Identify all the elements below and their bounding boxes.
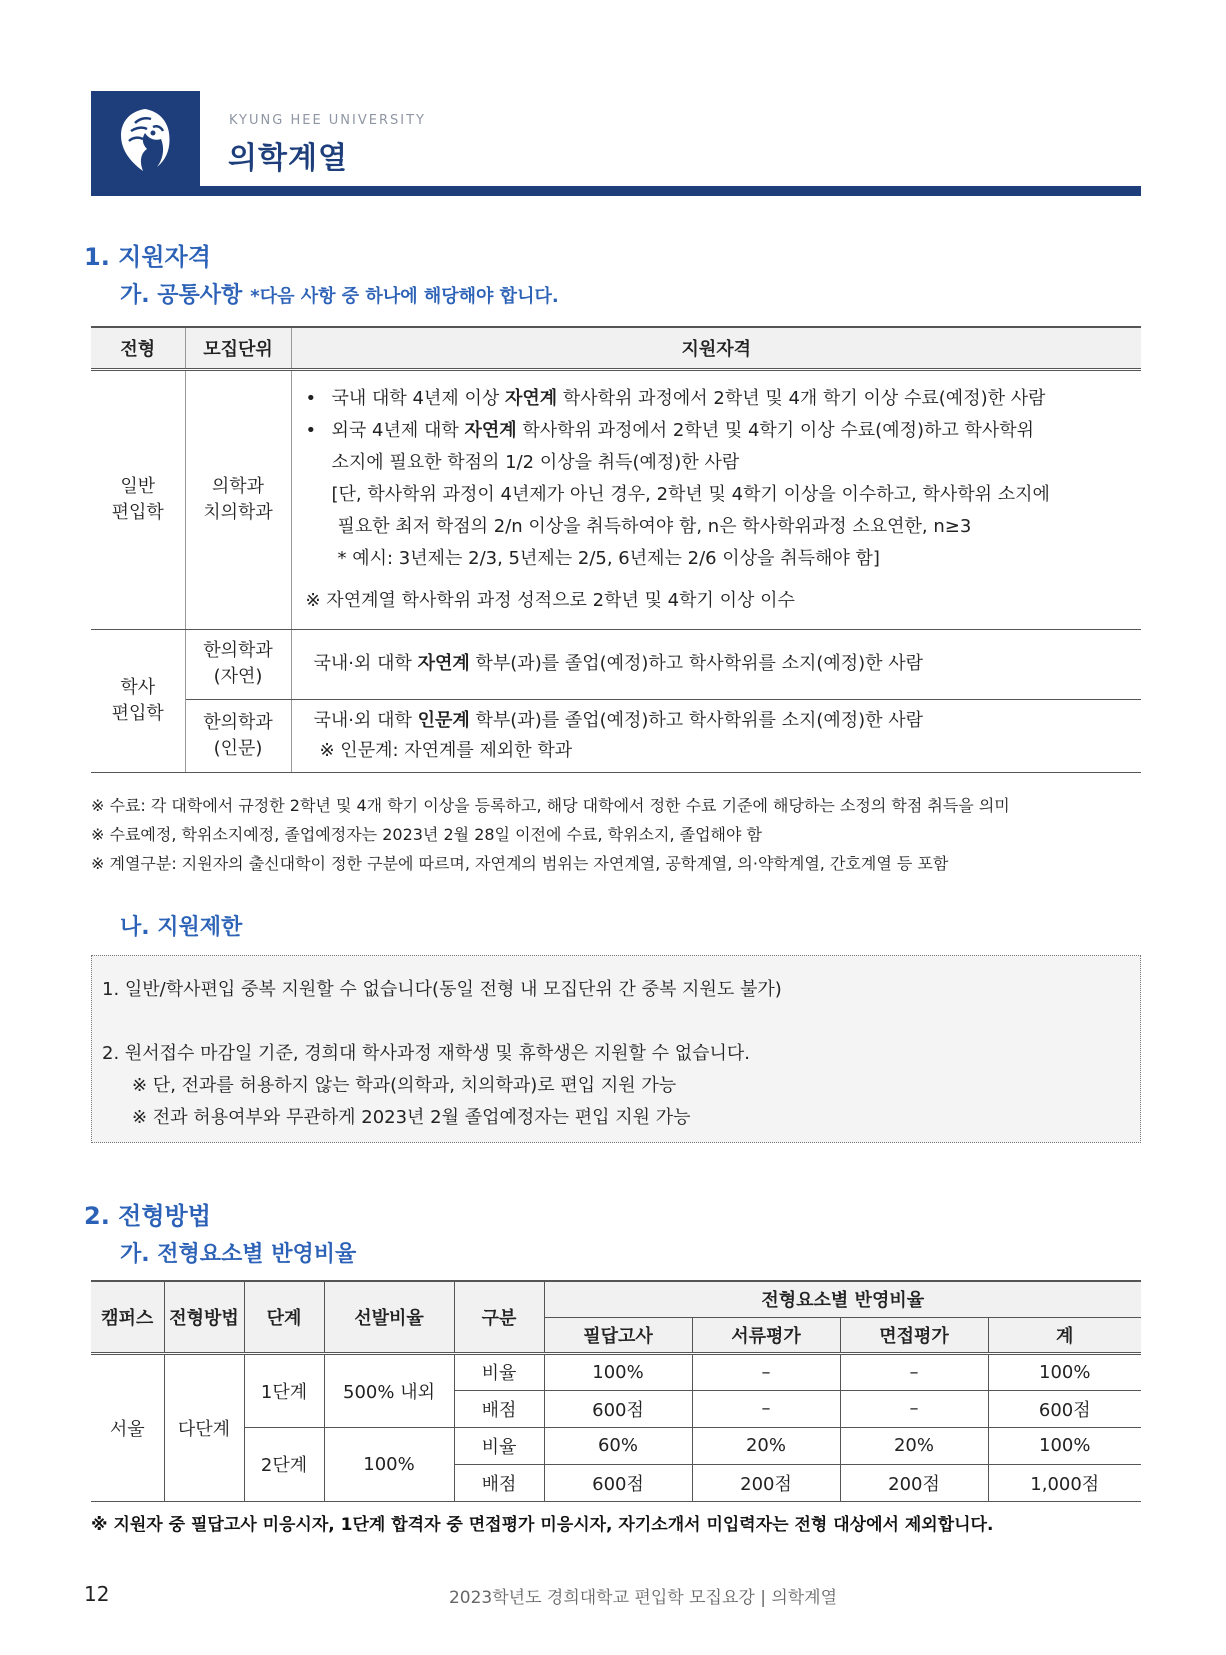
method-cell: 다단계 [164,1353,244,1501]
doc-cell: – [692,1353,840,1390]
page-number: 12 [84,1582,110,1606]
doc-cell: 200점 [692,1464,840,1501]
table-row-bachelor-2 [91,699,1141,772]
col-header-total: 계 [988,1317,1141,1353]
section2-title: 2. 전형방법 [84,1202,211,1230]
total-cell: 1,000점 [988,1464,1141,1501]
stage-cell: 2단계 [244,1427,324,1501]
written-cell: 60% [544,1427,692,1464]
table-row-bachelor-1 [91,629,1141,699]
text: 학사학위 과정에서 2학년 및 4학기 이상 수료(예정)하고 학사학위 [516,419,1035,441]
unit-bachelor-humanities [185,699,291,772]
interview-cell: – [840,1353,988,1390]
text: 외국 4년제 대학 [331,419,465,441]
lion-emblem-icon [113,105,177,175]
text: 국내 대학 4년제 이상 [331,387,505,409]
university-logo [91,91,200,190]
eligibility-general [291,369,1141,629]
eligibility-table [91,326,1141,773]
text: 국내·외 대학 [313,653,418,674]
restriction-item: 2. 원서접수 마감일 기준, 경희대 학사과정 재학생 및 휴학생은 지원할 수 없습니다. [102,1043,750,1064]
kind-cell: 비율 [454,1353,544,1390]
restriction-item: 1. 일반/학사편입 중복 지원할 수 없습니다(동일 전형 내 모집단위 간 중복 지원도 불가) [102,979,782,1000]
unit-bachelor-science [185,629,291,699]
type-line: 편입학 [111,702,164,724]
section2-sub-a: 가. 전형요소별 반영비율 [120,1242,357,1267]
unit-line: (인문) [213,737,263,759]
written-cell: 600점 [544,1390,692,1427]
section1-sub-b: 나. 지원제한 [120,915,243,940]
sub-a-note: *다음 사항 중 하나에 해당해야 합니다. [250,286,559,307]
type-line: 편입학 [111,501,164,523]
campus-cell: 서울 [91,1353,164,1501]
table-row-general [91,369,1141,629]
list-item-cont: * 예시: 3년제는 2/3, 5년제는 2/5, 6년제는 2/6 이상을 취득해야 함] [337,547,880,569]
restriction-sub-item: ※ 단, 전과를 허용하지 않는 학과(의학과, 치의학과)로 편입 지원 가능 [132,1075,677,1096]
table-header-row [91,327,1141,369]
table-row [91,1353,1141,1390]
text-bold: 자연계 [464,419,517,441]
col-header-unit: 모집단위 [185,327,291,369]
note-line: ※ 계열구분: 지원자의 출신대학이 정한 구분에 따르며, 자연계의 범위는 자연계열, 공학계열, 의·약학계열, 간호계열 등 포함 [91,854,949,873]
col-header-written: 필답고사 [544,1317,692,1353]
interview-cell: 20% [840,1427,988,1464]
section1-sub-a [120,278,559,309]
header-bar [91,186,1141,196]
text: ※ 인문계: 자연계를 제외한 학과 [319,739,573,761]
list-item-cont: [단, 학사학위 과정이 4년제가 아닌 경우, 2학년 및 4학기 이상을 이수하고, 학사학위 소지에 [331,483,1050,505]
list-item [302,383,1142,415]
exclusion-note: ※ 지원자 중 필답고사 미응시자, 1단계 합격자 중 면접평가 미응시자, 자기소개서 미입력자는 전형 대상에서 제외합니다. [91,1515,994,1535]
reference-note: ※ 자연계열 학사학위 과정 성적으로 2학년 및 4학기 이상 이수 [305,589,795,611]
note-line: ※ 수료예정, 학위소지예정, 졸업예정자는 2023년 2월 28일 이전에 수료, 학위소지, 졸업해야 함 [91,825,763,844]
text: 학사학위 과정에서 2학년 및 4개 학기 이상 수료(예정)한 사람 [557,387,1046,409]
unit-line: 한의학과 [203,711,273,733]
eligibility-notes [91,791,1010,878]
col-header-method: 전형방법 [164,1281,244,1353]
text: 학부(과)를 졸업(예정)하고 학사학위를 소지(예정)한 사람 [469,709,924,731]
col-header-stage: 단계 [244,1281,324,1353]
type-general [91,369,185,629]
unit-general [185,369,291,629]
col-header-doc: 서류평가 [692,1317,840,1353]
col-header-kind: 구분 [454,1281,544,1353]
table-row [91,1427,1141,1464]
list-item-cont: 필요한 최저 학점의 2/n 이상을 취득하여야 함, n은 학사학위과정 소요연한, n≥3 [337,515,972,537]
ratio-cell: 500% 내외 [324,1353,454,1427]
table-header-row [91,1281,1141,1317]
kind-cell: 배점 [454,1464,544,1501]
note-line: ※ 수료: 각 대학에서 규정한 2학년 및 4개 학기 이상을 등록하고, 해당 대학에서 정한 수료 기준에 해당하는 소정의 학점 취득을 의미 [91,796,1010,815]
eligibility-bachelor-humanities [291,699,1141,772]
text: 학부(과)를 졸업(예정)하고 학사학위를 소지(예정)한 사람 [469,653,924,674]
university-name: KYUNG HEE UNIVERSITY [229,113,426,128]
col-header-ratio: 선발비율 [324,1281,454,1353]
written-cell: 100% [544,1353,692,1390]
total-cell: 600점 [988,1390,1141,1427]
col-header-eligibility: 지원자격 [291,327,1141,369]
page-header [91,91,1141,196]
eligibility-bachelor-science [291,629,1141,699]
col-header-group: 전형요소별 반영비율 [544,1281,1141,1317]
text [292,643,1142,685]
ratio-cell: 100% [324,1427,454,1501]
type-bachelor [91,629,185,772]
doc-cell: – [692,1390,840,1427]
section1-title: 1. 지원자격 [84,243,211,271]
unit-line: 의학과 [211,475,265,497]
spacer [102,1006,1130,1038]
text: 국내·외 대학 [313,709,418,731]
restriction-sub-item: ※ 전과 허용여부와 무관하게 2023년 2월 졸업예정자는 편입 지원 가능 [132,1107,691,1128]
list-item [302,415,1142,447]
col-header-campus: 캠퍼스 [91,1281,164,1353]
type-line: 학사 [120,676,156,698]
col-header-interview: 면접평가 [840,1317,988,1353]
total-cell: 100% [988,1353,1141,1390]
unit-line: 치의학과 [203,501,273,523]
text-bold: 자연계 [417,653,470,674]
unit-line: 한의학과 [203,640,273,661]
kind-cell: 배점 [454,1390,544,1427]
col-header-type: 전형 [91,327,185,369]
interview-cell: – [840,1390,988,1427]
text-bold: 인문계 [417,709,470,731]
list-item-cont: 소지에 필요한 학점의 1/2 이상을 취득(예정)한 사람 [331,451,740,473]
sub-a-label: 가. 공통사항 [120,283,243,308]
total-cell: 100% [988,1427,1141,1464]
text-bold: 자연계 [504,387,558,409]
stage-cell: 1단계 [244,1353,324,1427]
interview-cell: 200점 [840,1464,988,1501]
doc-cell: 20% [692,1427,840,1464]
unit-line: (자연) [213,666,263,687]
type-line: 일반 [120,475,156,497]
restriction-box [91,955,1141,1143]
selection-ratio-table [91,1280,1141,1502]
text [292,700,1142,772]
written-cell: 600점 [544,1464,692,1501]
kind-cell: 비율 [454,1427,544,1464]
department-title: 의학계열 [228,141,348,176]
page-footer: 2023학년도 경희대학교 편입학 모집요강 | 의학계열 [448,1588,838,1608]
